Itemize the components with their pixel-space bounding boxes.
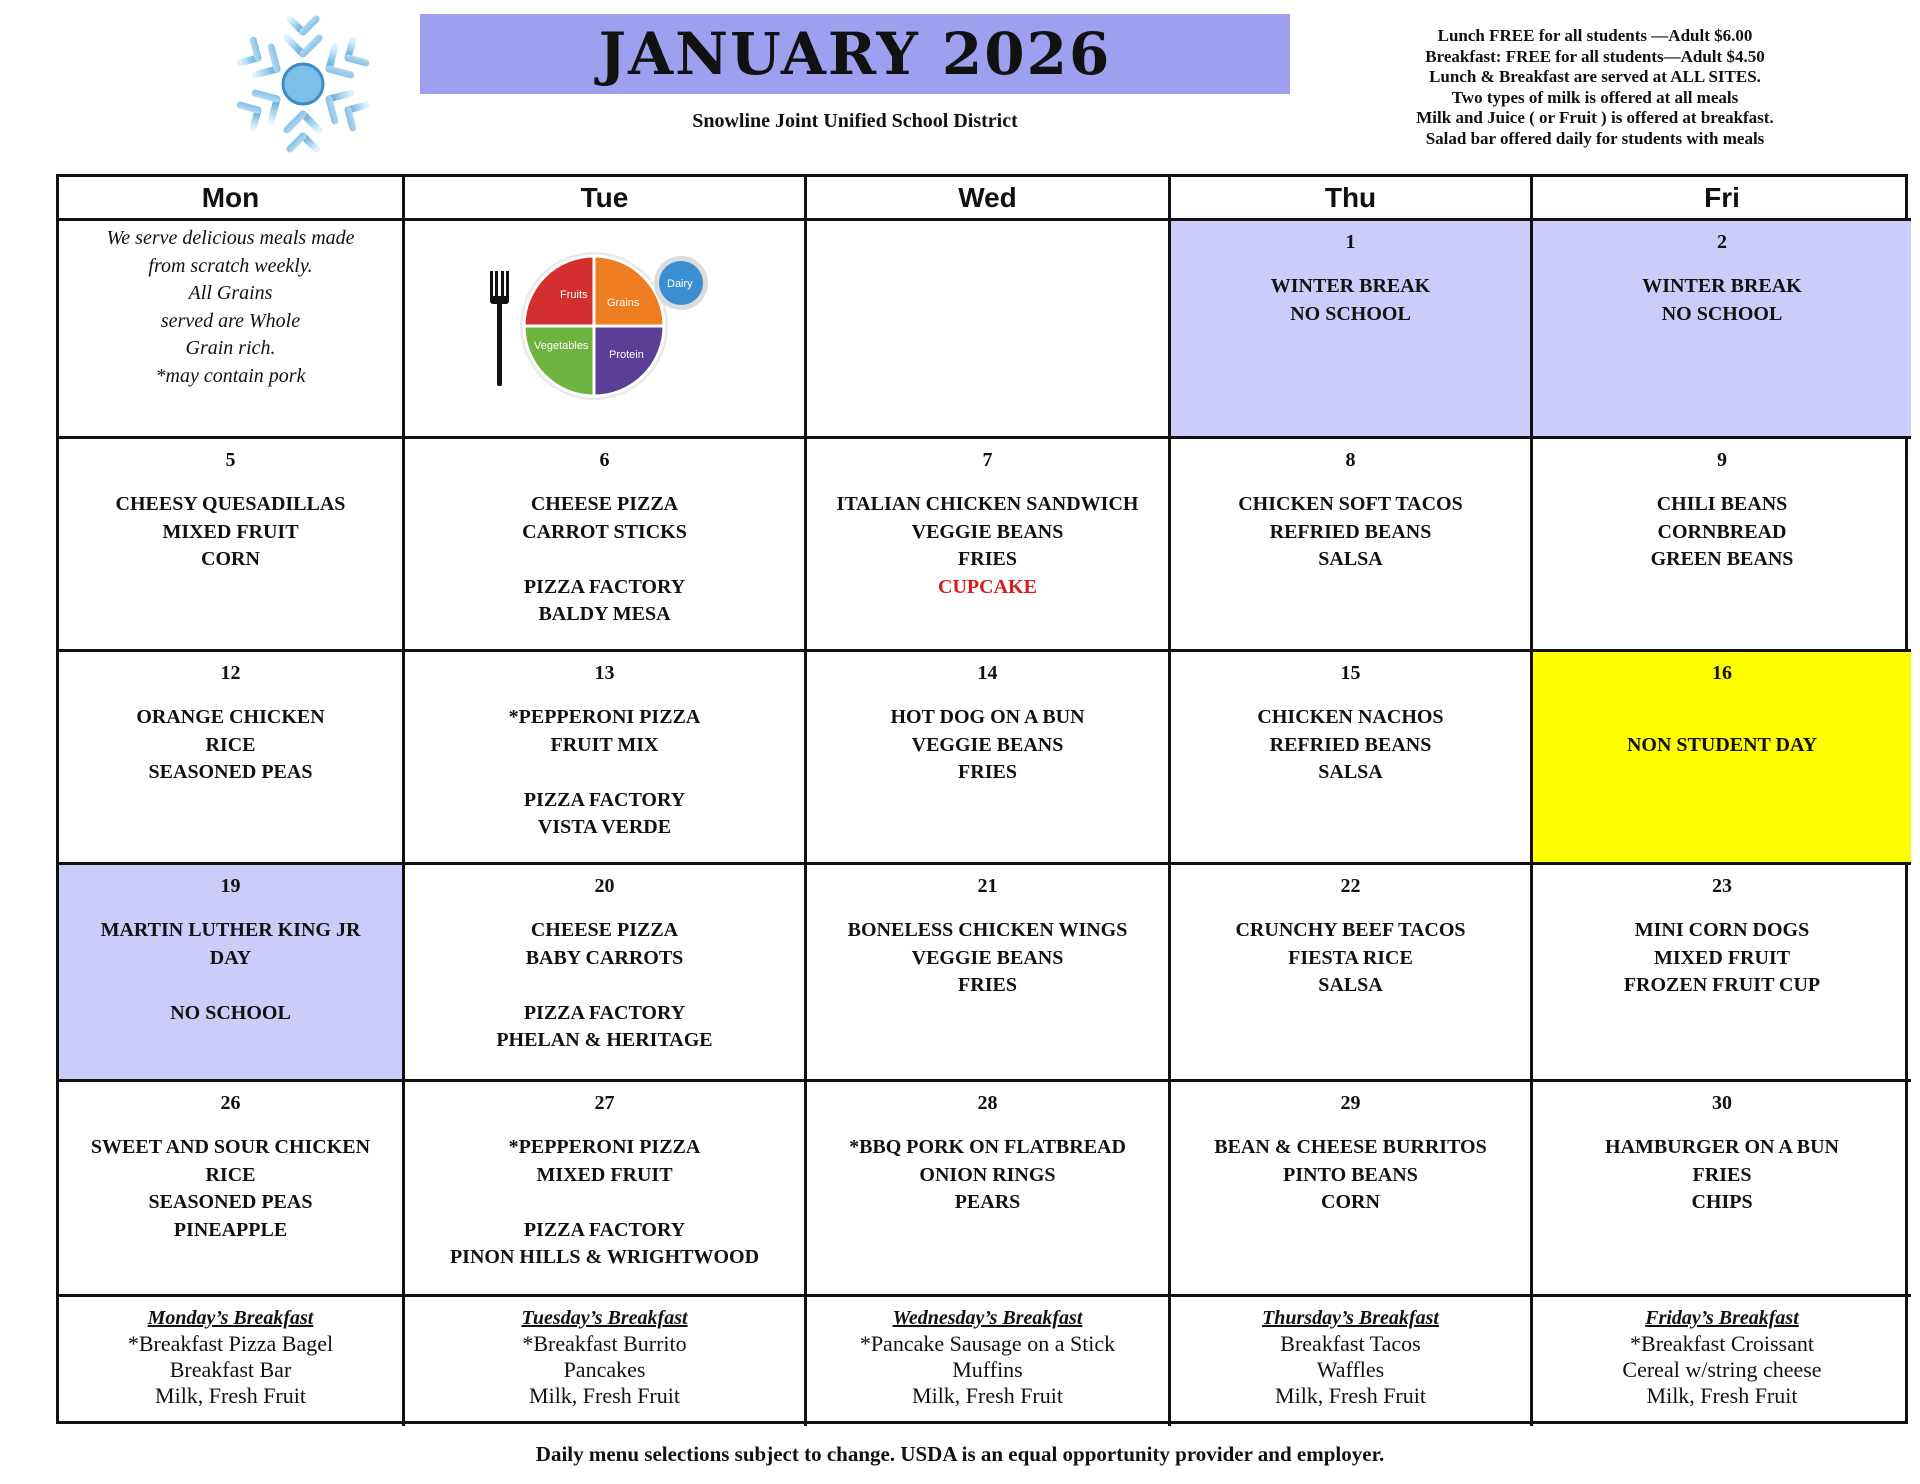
menu-item: SALSA — [1318, 974, 1383, 996]
day-header-wed: Wed — [807, 177, 1171, 221]
menu-list — [1171, 491, 1530, 574]
myplate-icon — [473, 241, 713, 401]
menu-item: MIXED FRUIT — [536, 1163, 673, 1186]
day-number: 21 — [977, 875, 998, 897]
breakfast-item: Milk, Fresh Fruit — [1646, 1383, 1798, 1408]
breakfast-item: Pancakes — [563, 1357, 646, 1382]
note-line: All Grains — [188, 282, 273, 304]
day-number: 1 — [1345, 231, 1356, 253]
note-line: We serve delicious meals made — [106, 227, 355, 249]
breakfast-item: Breakfast Tacos — [1280, 1331, 1421, 1356]
breakfast-item: *Breakfast Burrito — [522, 1331, 687, 1356]
menu-list — [405, 491, 804, 629]
title-banner — [420, 14, 1290, 94]
empty-day-cell — [807, 221, 1171, 439]
menu-item: CRUNCHY BEEF TACOS — [1235, 919, 1466, 941]
day-cell — [59, 439, 405, 652]
menu-item: PEARS — [954, 1191, 1021, 1213]
day-cell — [1533, 652, 1911, 865]
day-cell — [405, 652, 807, 865]
pricing-line: Two types of milk is offered at all meals — [1451, 87, 1739, 107]
breakfast-title: Wednesday’s Breakfast — [892, 1307, 1083, 1329]
day-cell — [59, 652, 405, 865]
breakfast-title: Tuesday’s Breakfast — [521, 1307, 688, 1329]
day-cell — [1533, 865, 1911, 1082]
menu-item — [59, 972, 402, 1000]
menu-item: SEASONED PEAS — [148, 761, 313, 783]
day-cell — [807, 439, 1171, 652]
menu-item: VEGGIE BEANS — [911, 946, 1064, 969]
menu-item: CHEESY QUESADILLAS — [115, 493, 346, 515]
menu-item: MARTIN LUTHER KING JR — [100, 919, 361, 941]
day-cell — [59, 865, 405, 1082]
menu-list — [1533, 273, 1911, 328]
menu-item: FRIES — [1692, 1163, 1752, 1186]
plate-vegetables-label: Vegetables — [534, 340, 589, 352]
menu-item: BALDY MESA — [538, 603, 671, 625]
day-number: 7 — [982, 449, 993, 471]
menu-item: SWEET AND SOUR CHICKEN — [90, 1136, 371, 1158]
menu-item: PINEAPPLE — [173, 1218, 288, 1241]
day-number: 22 — [1340, 875, 1361, 897]
menu-list — [405, 917, 804, 1055]
day-number: 5 — [225, 449, 236, 471]
day-cell — [807, 865, 1171, 1082]
menu-item: HOT DOG ON A BUN — [890, 706, 1085, 728]
plate-protein-label: Protein — [609, 349, 644, 361]
menu-list — [807, 491, 1168, 601]
menu-item: NO SCHOOL — [170, 1001, 291, 1024]
menu-item — [405, 546, 804, 574]
menu-item: BONELESS CHICKEN WINGS — [847, 919, 1128, 941]
note-line: *may contain pork — [155, 364, 306, 387]
district-name: Snowline Joint Unified School District — [692, 110, 1018, 132]
menu-item: *PEPPERONI PIZZA — [508, 706, 701, 728]
menu-list — [807, 704, 1168, 787]
menu-list — [59, 917, 402, 1027]
breakfast-title: Friday’s Breakfast — [1645, 1307, 1799, 1329]
menu-item: VEGGIE BEANS — [911, 520, 1064, 543]
menu-list — [807, 917, 1168, 1000]
menu-list — [1171, 917, 1530, 1000]
breakfast-item: Breakfast Bar — [169, 1357, 292, 1382]
note-line: from scratch weekly. — [148, 254, 313, 277]
day-cell — [1533, 221, 1911, 439]
menu-item: ITALIAN CHICKEN SANDWICH — [836, 493, 1139, 515]
day-number: 15 — [1340, 662, 1361, 684]
day-cell — [1171, 439, 1533, 652]
menu-list — [807, 1134, 1168, 1217]
day-cell — [1171, 865, 1533, 1082]
menu-list — [405, 1134, 804, 1272]
menu-item: PIZZA FACTORY — [523, 1218, 686, 1241]
pricing-line: Lunch FREE for all students —Adult $6.00 — [1437, 26, 1753, 45]
menu-item: PIZZA FACTORY — [523, 575, 686, 598]
day-cell — [1533, 439, 1911, 652]
menu-item: CHICKEN SOFT TACOS — [1238, 493, 1463, 515]
menu-item: CHEESE PIZZA — [530, 493, 679, 515]
breakfast-cell — [59, 1297, 405, 1426]
day-header-thu: Thu — [1171, 177, 1533, 221]
breakfast-title: Thursday’s Breakfast — [1262, 1307, 1439, 1329]
pricing-line: Breakfast: FREE for all students—Adult $4.50 — [1425, 46, 1765, 66]
breakfast-item: *Breakfast Pizza Bagel — [127, 1331, 334, 1356]
menu-item: BABY CARROTS — [525, 946, 684, 969]
menu-item: REFRIED BEANS — [1269, 733, 1432, 756]
breakfast-cell — [1171, 1297, 1533, 1426]
menu-item: RICE — [205, 733, 256, 756]
menu-item: SALSA — [1318, 761, 1383, 783]
menu-item: NO SCHOOL — [1290, 302, 1411, 325]
day-number: 19 — [220, 875, 241, 897]
day-number: 16 — [1712, 662, 1732, 684]
menu-item: FRUIT MIX — [550, 733, 659, 756]
day-number: 30 — [1712, 1092, 1732, 1114]
breakfast-cell — [1533, 1297, 1911, 1426]
meal-note — [59, 221, 405, 439]
menu-calendar — [56, 174, 1908, 1424]
menu-item: FRIES — [958, 761, 1017, 783]
breakfast-item: Waffles — [1316, 1357, 1385, 1382]
breakfast-item: Cereal w/string cheese — [1622, 1357, 1822, 1382]
day-header-fri: Fri — [1533, 177, 1911, 221]
menu-item — [1533, 704, 1911, 732]
menu-item — [405, 759, 804, 787]
menu-item: FROZEN FRUIT CUP — [1623, 974, 1821, 996]
menu-item: SEASONED PEAS — [148, 1191, 313, 1213]
breakfast-item: Milk, Fresh Fruit — [529, 1383, 680, 1408]
menu-list — [1171, 704, 1530, 787]
menu-list — [1533, 1134, 1911, 1217]
menu-item: MIXED FRUIT — [162, 520, 299, 543]
day-number: 28 — [977, 1092, 998, 1114]
menu-list — [59, 1134, 402, 1244]
menu-item: FRIES — [958, 548, 1017, 570]
menu-item: CORNBREAD — [1657, 520, 1787, 543]
menu-item: PIZZA FACTORY — [523, 788, 686, 811]
day-number: 6 — [599, 449, 610, 471]
day-number: 12 — [220, 662, 241, 684]
menu-item: DAY — [209, 946, 252, 969]
menu-list — [1171, 273, 1530, 328]
day-number: 14 — [977, 662, 998, 684]
menu-list — [59, 491, 402, 574]
day-header-tue: Tue — [405, 177, 807, 221]
day-number: 9 — [1717, 449, 1727, 471]
menu-item: NON STUDENT DAY — [1626, 733, 1818, 756]
menu-item: NO SCHOOL — [1661, 302, 1783, 325]
menu-item: FIESTA RICE — [1288, 946, 1413, 969]
menu-item: CHEESE PIZZA — [530, 919, 679, 941]
day-cell — [1171, 1082, 1533, 1297]
menu-item: FRIES — [958, 974, 1017, 996]
menu-item: CHILI BEANS — [1656, 493, 1788, 515]
day-number: 26 — [220, 1092, 241, 1114]
breakfast-item: Milk, Fresh Fruit — [912, 1383, 1063, 1408]
fork-icon — [490, 271, 509, 386]
breakfast-item: Muffins — [952, 1357, 1023, 1382]
day-number: 20 — [594, 875, 615, 897]
menu-list — [1533, 704, 1911, 759]
page-title: JANUARY 2026 — [598, 20, 1112, 88]
menu-list — [59, 704, 402, 787]
menu-item: *BBQ PORK ON FLATBREAD — [849, 1136, 1126, 1158]
snowflake-icon — [188, 0, 418, 168]
breakfast-item: Milk, Fresh Fruit — [1275, 1383, 1426, 1408]
menu-item: ONION RINGS — [919, 1163, 1056, 1186]
day-number: 27 — [594, 1092, 615, 1114]
menu-item: PINTO BEANS — [1283, 1163, 1418, 1186]
pricing-line: Lunch & Breakfast are served at ALL SITES. — [1429, 67, 1761, 86]
breakfast-item: *Breakfast Croissant — [1630, 1331, 1814, 1356]
day-number: 29 — [1340, 1092, 1361, 1114]
day-cell — [405, 865, 807, 1082]
day-cell — [1533, 1082, 1911, 1297]
day-cell — [807, 1082, 1171, 1297]
footer-disclaimer: Daily menu selections subject to change. USDA is an equal opportunity provider and employer. — [535, 1442, 1385, 1466]
menu-list — [1171, 1134, 1530, 1217]
day-number: 2 — [1717, 231, 1727, 253]
menu-item: PINON HILLS & WRIGHTWOOD — [449, 1246, 760, 1268]
menu-list — [1533, 491, 1911, 574]
day-number: 13 — [594, 662, 615, 684]
menu-item: REFRIED BEANS — [1269, 520, 1432, 543]
breakfast-item: Milk, Fresh Fruit — [155, 1383, 306, 1408]
menu-item: PHELAN & HERITAGE — [496, 1029, 713, 1051]
plate-fruits-label: Fruits — [560, 289, 588, 301]
menu-item: WINTER BREAK — [1270, 275, 1431, 297]
menu-item: CORN — [1321, 1191, 1380, 1213]
menu-item: WINTER BREAK — [1642, 275, 1802, 297]
pricing-line: Salad bar offered daily for students with meals — [1425, 128, 1765, 148]
plate-grains-label: Grains — [607, 297, 640, 309]
menu-item: GREEN BEANS — [1650, 548, 1794, 570]
note-line: served are Whole — [160, 309, 301, 332]
day-cell — [59, 1082, 405, 1297]
day-cell — [405, 439, 807, 652]
day-cell — [405, 1082, 807, 1297]
menu-item: *PEPPERONI PIZZA — [508, 1136, 701, 1158]
menu-item: VISTA VERDE — [537, 816, 672, 838]
menu-item: BEAN & CHEESE BURRITOS — [1214, 1136, 1487, 1158]
menu-item: HAMBURGER ON A BUN — [1605, 1136, 1839, 1158]
breakfast-cell — [807, 1297, 1171, 1426]
day-cell — [1171, 221, 1533, 439]
menu-item: MIXED FRUIT — [1653, 946, 1791, 969]
menu-item — [405, 972, 804, 1000]
day-cell — [1171, 652, 1533, 865]
myplate-cell — [405, 221, 807, 439]
day-number: 23 — [1712, 875, 1732, 897]
menu-item: CORN — [201, 548, 260, 570]
menu-item: MINI CORN DOGS — [1634, 919, 1810, 941]
menu-item: SALSA — [1318, 548, 1383, 570]
menu-item: CARROT STICKS — [522, 520, 687, 543]
menu-item — [405, 1189, 804, 1217]
note-line: Grain rich. — [185, 337, 276, 359]
breakfast-title: Monday’s Breakfast — [147, 1307, 314, 1329]
menu-item: CHICKEN NACHOS — [1257, 706, 1444, 728]
menu-item: RICE — [205, 1163, 256, 1186]
menu-item: CHIPS — [1691, 1191, 1753, 1213]
day-number: 8 — [1345, 449, 1356, 471]
day-header-mon: Mon — [59, 177, 405, 221]
menu-item: VEGGIE BEANS — [911, 733, 1064, 756]
menu-item: PIZZA FACTORY — [523, 1001, 686, 1024]
pricing-line: Milk and Juice ( or Fruit ) is offered at breakfast. — [1416, 108, 1774, 127]
special-menu-item: CUPCAKE — [938, 575, 1037, 598]
plate-dairy-label: Dairy — [667, 278, 693, 290]
breakfast-item: *Pancake Sausage on a Stick — [859, 1331, 1116, 1356]
menu-list — [1533, 917, 1911, 1000]
breakfast-cell — [405, 1297, 807, 1426]
menu-list — [405, 704, 804, 842]
pricing-info — [1360, 26, 1830, 149]
menu-item: ORANGE CHICKEN — [136, 706, 325, 728]
day-cell — [807, 652, 1171, 865]
